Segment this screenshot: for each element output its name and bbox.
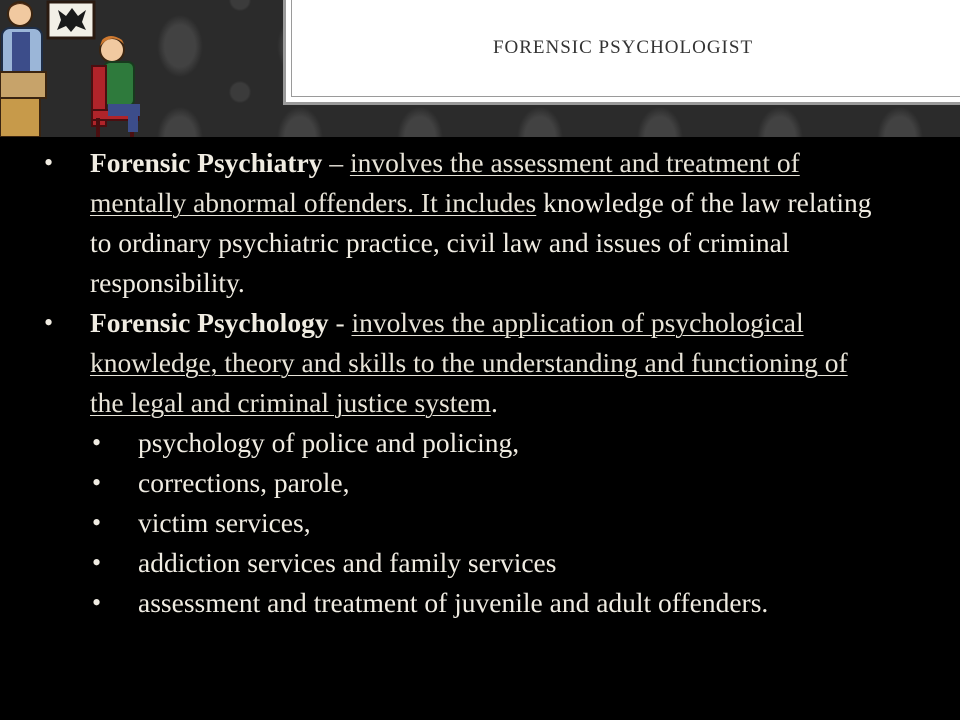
bullet-dot: • [44,148,54,177]
bullet-forensic-psychiatry [0,143,880,303]
sub-bullet-dot: • [92,508,102,537]
psychology-definition-underlined: involves the application of psychological knowledge, theory and skills to the understanding and functioning of the legal and criminal justice system [90,307,848,418]
slide-title: FORENSIC PSYCHOLOGIST [492,37,754,58]
title-box [283,0,960,105]
term-forensic-psychiatry: Forensic Psychiatry [90,147,323,178]
bullet-forensic-psychology [0,303,880,423]
sub-bullet-dot: • [92,548,102,577]
bullet-dot: • [44,308,54,337]
sub-bullet [0,583,918,623]
sub-bullet-text: addiction services and family services [138,547,557,578]
sub-bullet-dot: • [92,588,102,617]
psychology-definition-rest: . [490,387,498,418]
sub-bullet-dot: • [92,428,102,457]
term-forensic-psychology: Forensic Psychology [90,307,329,338]
sub-bullet-text: assessment and treatment of juvenile and adult offenders. [138,587,769,618]
sub-bullet [0,503,918,543]
sub-bullet-text: corrections, parole, [138,467,350,498]
sub-bullet-dot: • [92,468,102,497]
slide-content [0,143,960,623]
counseling-session-clipart [0,0,146,137]
psychiatry-definition-rest: knowledge of the law relating to ordinary psychiatric practice, civil law and issues of criminal responsibility. [90,187,872,298]
psychiatry-definition-underlined: involves the assessment and treatment of mentally abnormal offenders. It includes [90,147,800,218]
sub-bullet [0,543,918,583]
sub-bullet-text: victim services, [138,507,311,538]
separator: – [322,147,350,178]
sub-bullet [0,463,918,503]
separator: - [328,307,352,338]
sub-bullet-text: psychology of police and policing, [138,427,520,458]
sub-bullet [0,423,918,463]
